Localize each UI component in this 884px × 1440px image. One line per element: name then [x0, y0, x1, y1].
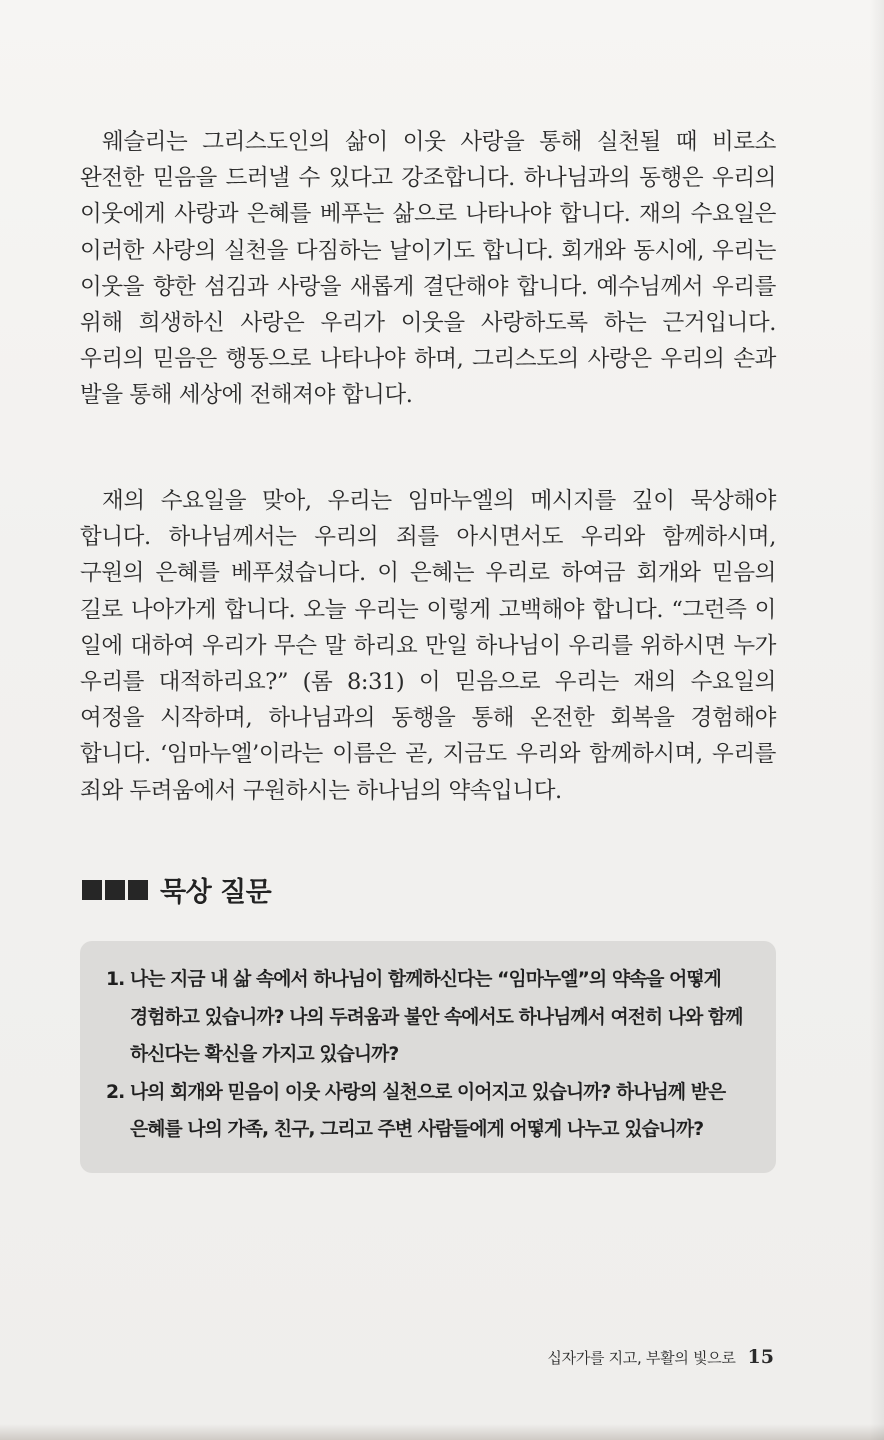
meditation-questions-heading	[82, 870, 271, 909]
question-number: 2.	[106, 1081, 125, 1103]
section-title: 묵상 질문	[160, 877, 272, 908]
question-box	[80, 941, 776, 1173]
question-text: 나는 지금 내 삶 속에서 하나님이 함께하신다는 “임마누엘”의 약속을 어떻게 경험하고 있습니까? 나의 두려움과 불안 속에서도 하나님께서 여전히 나와 함께 하신다는 확신을 가지고 있습니까?	[130, 969, 743, 1065]
heading-square-icons	[82, 880, 148, 900]
square-icon	[105, 880, 125, 900]
square-icon	[128, 880, 148, 900]
question-number: 1.	[106, 969, 125, 990]
page-bottom-shadow	[0, 1424, 884, 1440]
page-edge-shadow	[870, 0, 884, 1440]
paragraph-2: 재의 수요일을 맞아, 우리는 임마누엘의 메시지를 깊이 묵상해야 합니다. 하나님께서는 우리의 죄를 아시면서도 우리와 함께하시며, 구원의 은혜를 베푸셨습니다. 이 은혜는 우리로 하여금 회개와 믿음의 길로 나아가게 합니다. 오늘 우리는 이렇게 고백해야 합니다. “그런즉 이 일에 대하여 우리가 무슨 말 하리요 만일 하나님이 우리를 위하시면 누가 우리를 대적하리요?” (롬 8:31) 이 믿음으로 우리는 재의 수요일의 여정을 시작하며, 하나님과의 동행을 통해 온전한 회복을 경험해야 합니다. ‘임마누엘’이라는 이름은 곧, 지금도 우리와 함께하시며, 우리를 죄와 두려움에서 구원하시는 하나님의 약속입니다.	[80, 488, 776, 804]
question-text: 나의 회개와 믿음이 이웃 사랑의 실천으로 이어지고 있습니까? 하나님께 받은 은혜를 나의 가족, 친구, 그리고 주변 사람들에게 어떻게 나누고 있습니까?	[130, 1081, 726, 1140]
page-number: 15	[747, 1346, 774, 1368]
question-item-1	[106, 961, 754, 1074]
book-title: 십자가를 지고, 부활의 빛으로	[547, 1349, 736, 1367]
question-item-2	[106, 1074, 754, 1149]
paragraph-1: 웨슬리는 그리스도인의 삶이 이웃 사랑을 통해 실천될 때 비로소 완전한 믿음을 드러낼 수 있다고 강조합니다. 하나님과의 동행은 우리의 이웃에게 사랑과 은혜를 베푸는 삶으로 나타나야 합니다. 재의 수요일은 이러한 사랑의 실천을 다짐하는 날이기도 합니다. 회개와 동시에, 우리는 이웃을 향한 섬김과 사랑을 새롭게 결단해야 합니다. 예수님께서 우리를 위해 희생하신 사랑은 우리가 이웃을 사랑하도록 하는 근거입니다. 우리의 믿음은 행동으로 나타나야 하며, 그리스도의 사랑은 우리의 손과 발을 통해 세상에 전해져야 합니다.	[80, 129, 776, 409]
square-icon	[82, 880, 102, 900]
question-list	[106, 961, 754, 1149]
page-footer	[547, 1346, 774, 1368]
